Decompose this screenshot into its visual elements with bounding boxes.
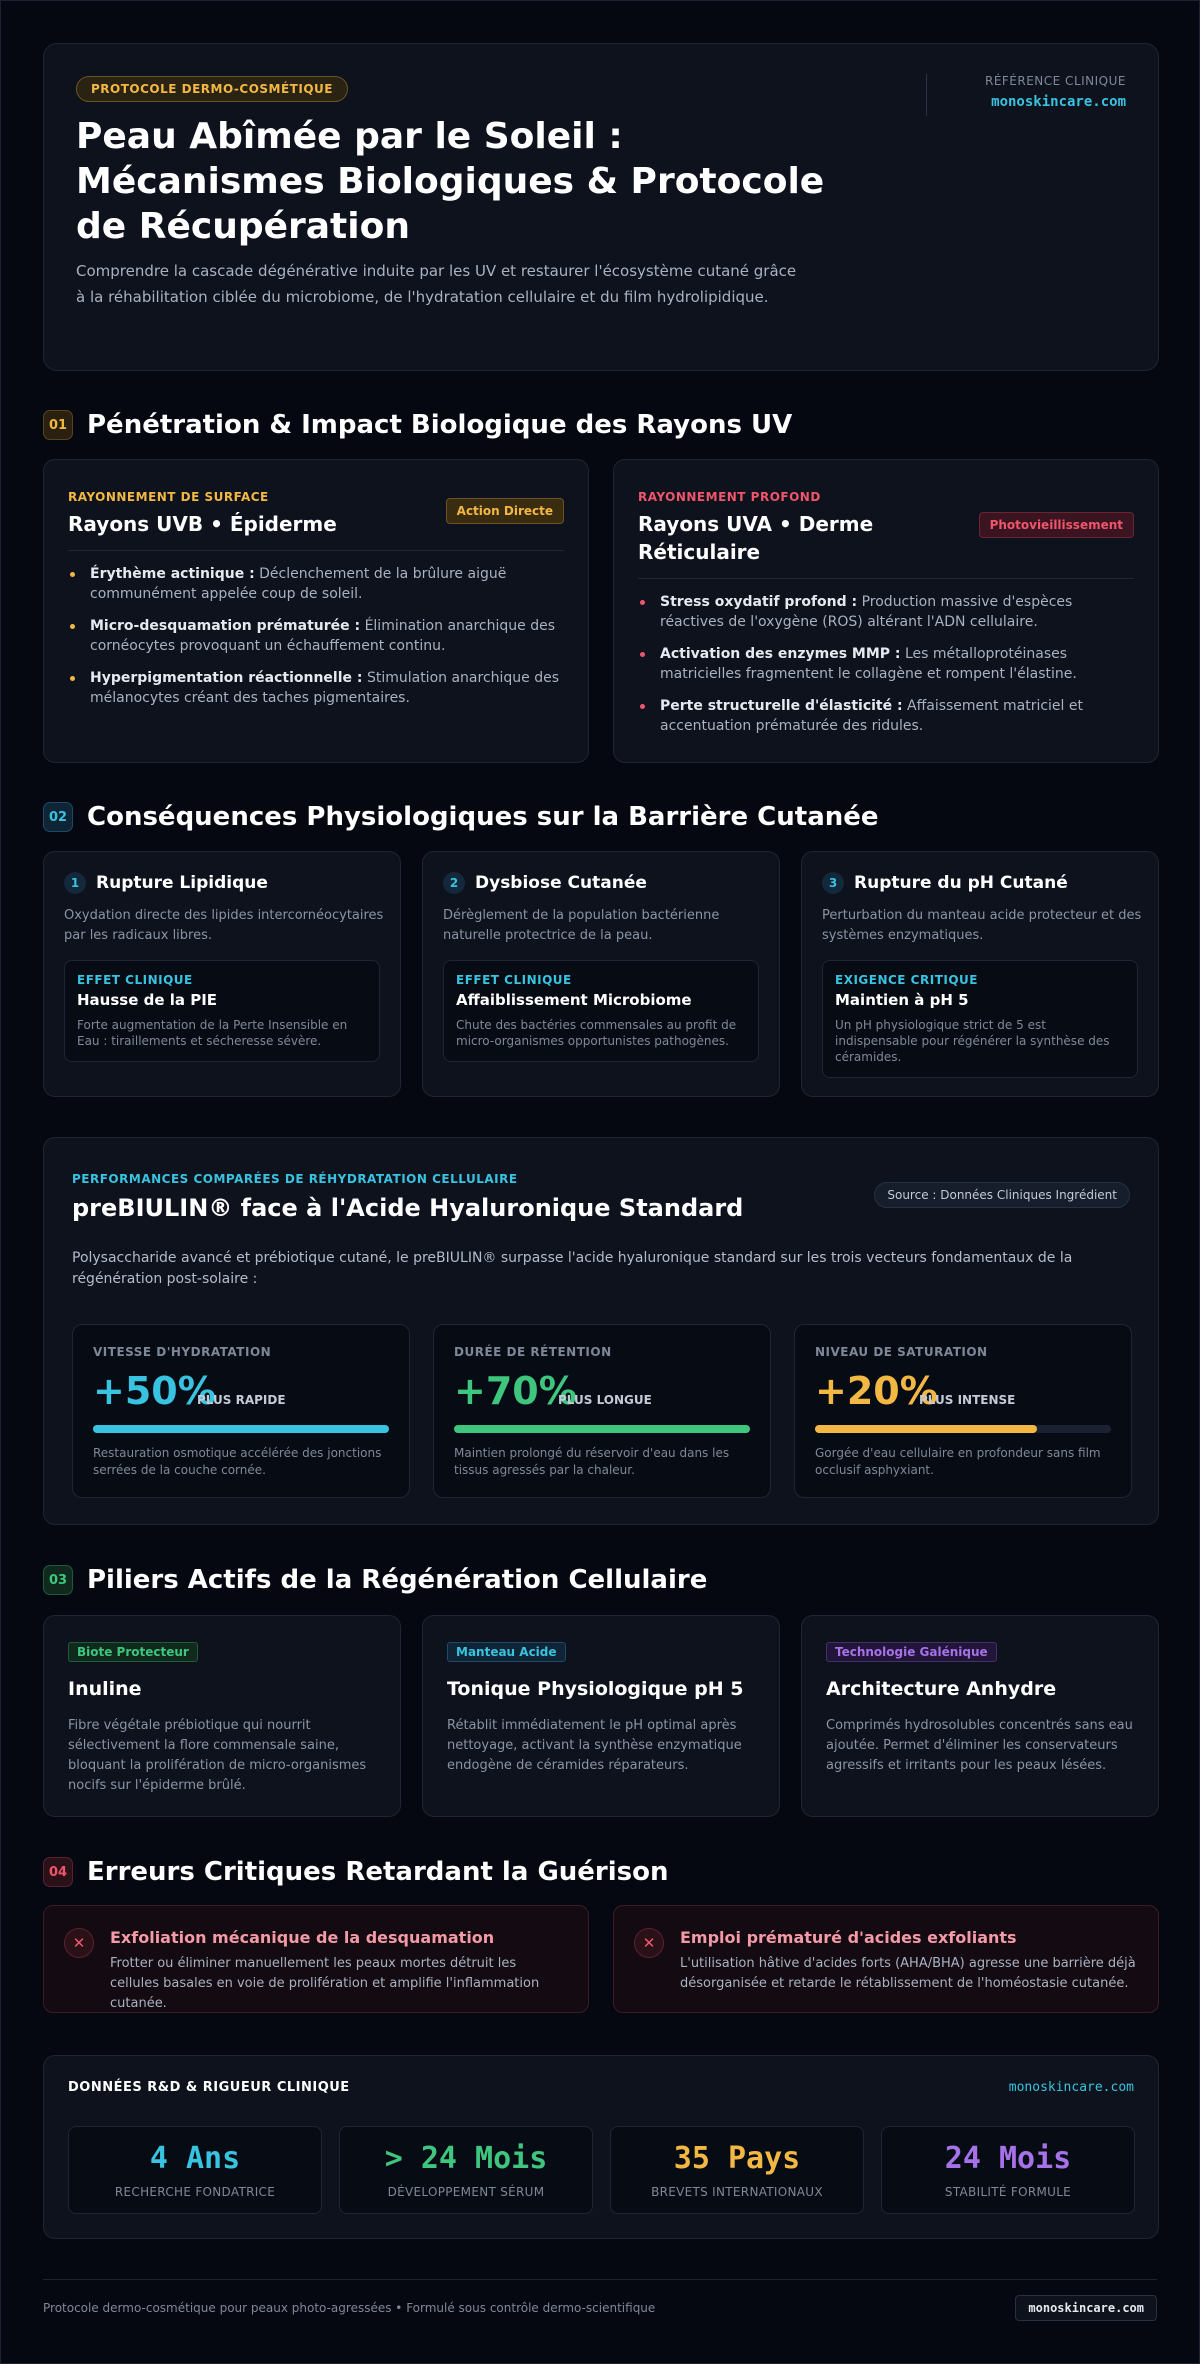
box-description: Forte augmentation de la Perte Insensible en Eau : tiraillements et sécheresse sévère. bbox=[77, 1018, 348, 1048]
metric-description: Maintien prolongé du réservoir d'eau dans les tissus agressés par la chaleur. bbox=[454, 1446, 730, 1477]
metric-saturation-level bbox=[794, 1324, 1132, 1498]
metric-description: Restauration osmotique accélérée des jonctions serrées de la couche cornée. bbox=[93, 1446, 382, 1477]
error-title: Exfoliation mécanique de la desquamation bbox=[110, 1928, 495, 1947]
metric-value: +70% bbox=[454, 1369, 577, 1413]
pillar-tag: Biote Protecteur bbox=[68, 1642, 198, 1662]
footer-site-badge[interactable]: monoskincare.com bbox=[1015, 2295, 1157, 2321]
uvb-card bbox=[43, 459, 589, 763]
stat-label: STABILITÉ FORMULE bbox=[944, 2185, 1072, 2199]
box-kicker: EFFET CLINIQUE bbox=[77, 973, 193, 987]
card-title: Dysbiose Cutanée bbox=[475, 873, 647, 893]
card-description: Oxydation directe des lipides intercornéocytaires par les radicaux libres. bbox=[64, 908, 384, 943]
pillar-title: Architecture Anhydre bbox=[826, 1678, 1057, 1700]
metric-unit: PLUS LONGUE bbox=[558, 1393, 652, 1407]
uvb-badge: Action Directe bbox=[446, 498, 564, 524]
stat-label: RECHERCHE FONDATRICE bbox=[114, 2185, 276, 2199]
critical-requirement-box bbox=[822, 960, 1138, 1078]
uva-title: Rayons UVA • Derme Réticulaire bbox=[638, 512, 874, 564]
uvb-title: Rayons UVB • Épiderme bbox=[68, 512, 337, 536]
stat-research bbox=[68, 2126, 322, 2214]
pillar-tag: Manteau Acide bbox=[447, 1642, 566, 1662]
uvb-effects-list bbox=[68, 564, 564, 720]
list-item: Activation des enzymes MMP : Les métalloprotéinases matricielles fragmentent le collagène et rompent l'élastine. bbox=[638, 644, 1134, 684]
pillar-card-ph-tonic bbox=[422, 1615, 780, 1817]
pillar-description: Rétablit immédiatement le pH optimal après nettoyage, activant la synthèse enzymatique endogène de céramides réparateurs. bbox=[447, 1718, 742, 1773]
stat-development bbox=[339, 2126, 593, 2214]
metric-label: DURÉE DE RÉTENTION bbox=[454, 1345, 612, 1359]
metric-value: +20% bbox=[815, 1369, 938, 1413]
page-title: Peau Abîmée par le Soleil : Mécanismes Biologiques & Protocole de Récupération bbox=[76, 116, 825, 247]
list-item: Stress oxydatif profond : Production massive d'espèces réactives de l'oxygène (ROS) altérant l'ADN cellulaire. bbox=[638, 592, 1134, 632]
section-title: Pénétration & Impact Biologique des Rayons UV bbox=[87, 410, 793, 440]
progress-fill bbox=[815, 1425, 1037, 1433]
metric-unit: PLUS INTENSE bbox=[919, 1393, 1016, 1407]
stat-value: 24 Mois bbox=[944, 2141, 1072, 2176]
box-description: Chute des bactéries commensales au profit de micro-organismes opportunistes pathogènes. bbox=[456, 1018, 737, 1048]
box-description: Un pH physiologique strict de 5 est indispensable pour régénérer la synthèse des céramides. bbox=[835, 1018, 1110, 1064]
progress-fill bbox=[93, 1425, 389, 1433]
close-icon: ✕ bbox=[64, 1928, 94, 1958]
step-number: 1 bbox=[64, 872, 86, 894]
error-title: Emploi prématuré d'acides exfoliants bbox=[680, 1928, 1017, 1947]
pillar-card-anhydrous bbox=[801, 1615, 1159, 1817]
clinical-effect-box bbox=[443, 960, 759, 1062]
stat-value: > 24 Mois bbox=[384, 2141, 548, 2176]
stat-value: 4 Ans bbox=[149, 2141, 241, 2176]
section-title: Conséquences Physiologiques sur la Barrière Cutanée bbox=[87, 802, 879, 832]
card-title: Rupture Lipidique bbox=[96, 873, 268, 893]
prebiulin-comparison-panel bbox=[43, 1137, 1159, 1525]
footer-text: Protocole dermo-cosmétique pour peaux photo-agressées • Formulé sous contrôle dermo-scientifique bbox=[43, 2301, 656, 2315]
section-01-heading bbox=[43, 409, 792, 441]
section-number: 03 bbox=[43, 1565, 73, 1595]
section-02-heading bbox=[43, 801, 879, 833]
section-title: Erreurs Critiques Retardant la Guérison bbox=[87, 1857, 669, 1887]
error-description: L'utilisation hâtive d'acides forts (AHA/BHA) agresse une barrière déjà désorganisée et retarde le rétablissement de l'homéostasie cutanée. bbox=[680, 1956, 1136, 1991]
box-title: Maintien à pH 5 bbox=[835, 991, 969, 1009]
stat-patents bbox=[610, 2126, 864, 2214]
progress-track bbox=[454, 1425, 750, 1433]
step-number: 3 bbox=[822, 872, 844, 894]
uva-effects-list bbox=[638, 592, 1134, 748]
list-item: Micro-desquamation prématurée : Élimination anarchique des cornéocytes provoquant un échauffement continu. bbox=[68, 616, 564, 656]
page-subtitle: Comprendre la cascade dégénérative induite par les UV et restaurer l'écosystème cutané grâce à la réhabilitation ciblée du microbiome, de l'hydratation cellulaire et du film hydrolipidique. bbox=[76, 262, 797, 306]
card-description: Dérèglement de la population bactérienne naturelle protectrice de la peau. bbox=[443, 908, 720, 943]
clinical-reference bbox=[926, 74, 1126, 116]
box-kicker: EFFET CLINIQUE bbox=[456, 973, 572, 987]
list-item: Hyperpigmentation réactionnelle : Stimulation anarchique des mélanocytes créant des taches pigmentaires. bbox=[68, 668, 564, 708]
list-item: Érythème actinique : Déclenchement de la brûlure aiguë communément appelée coup de soleil. bbox=[68, 564, 564, 604]
metric-value: +50% bbox=[93, 1369, 216, 1413]
close-icon: ✕ bbox=[634, 1928, 664, 1958]
divider bbox=[638, 578, 1134, 579]
footer-divider bbox=[43, 2279, 1157, 2280]
barrier-card-dysbiosis bbox=[422, 851, 780, 1097]
panel-kicker: PERFORMANCES COMPARÉES DE RÉHYDRATATION CELLULAIRE bbox=[72, 1172, 518, 1186]
metric-retention-duration bbox=[433, 1324, 771, 1498]
stat-label: DÉVELOPPEMENT SÉRUM bbox=[387, 2185, 545, 2199]
panel-title: preBIULIN® face à l'Acide Hyaluronique Standard bbox=[72, 1194, 744, 1222]
box-title: Affaiblissement Microbiome bbox=[456, 991, 692, 1009]
pillar-tag: Technologie Galénique bbox=[826, 1642, 997, 1662]
section-03-heading bbox=[43, 1564, 707, 1596]
section-number: 04 bbox=[43, 1857, 73, 1887]
metric-label: NIVEAU DE SATURATION bbox=[815, 1345, 988, 1359]
error-card-mechanical-exfoliation bbox=[43, 1905, 589, 2013]
rd-data-panel bbox=[43, 2055, 1159, 2239]
reference-label: RÉFÉRENCE CLINIQUE bbox=[984, 74, 1126, 88]
section-number: 01 bbox=[43, 410, 73, 440]
box-title: Hausse de la PIE bbox=[77, 991, 218, 1009]
metric-label: VITESSE D'HYDRATATION bbox=[93, 1345, 272, 1359]
progress-fill bbox=[454, 1425, 750, 1433]
section-number: 02 bbox=[43, 802, 73, 832]
source-badge: Source : Données Cliniques Ingrédient bbox=[874, 1182, 1130, 1208]
stat-value: 35 Pays bbox=[673, 2141, 801, 2176]
list-item: Perte structurelle d'élasticité : Affaissement matriciel et accentuation prématurée des ridules. bbox=[638, 696, 1134, 736]
section-04-heading bbox=[43, 1856, 669, 1888]
pillar-title: Tonique Physiologique pH 5 bbox=[447, 1678, 744, 1700]
uva-kicker: RAYONNEMENT PROFOND bbox=[638, 490, 821, 504]
divider bbox=[68, 550, 564, 551]
error-description: Frotter ou éliminer manuellement les peaux mortes détruit les cellules basales en voie de prolifération et amplifie l'inflammation cutanée. bbox=[110, 1956, 540, 2011]
clinical-effect-box bbox=[64, 960, 380, 1062]
reference-link[interactable]: monoskincare.com bbox=[991, 94, 1126, 110]
box-kicker: EXIGENCE CRITIQUE bbox=[835, 973, 978, 987]
pillar-description: Comprimés hydrosolubles concentrés sans eau ajoutée. Permet d'éliminer les conservateurs agressifs et irritants pour les peaux lésées. bbox=[826, 1718, 1133, 1773]
stat-stability bbox=[881, 2126, 1135, 2214]
progress-track bbox=[93, 1425, 389, 1433]
uva-card bbox=[613, 459, 1159, 763]
barrier-card-lipid bbox=[43, 851, 401, 1097]
pillar-title: Inuline bbox=[68, 1678, 142, 1700]
pillar-card-inulin bbox=[43, 1615, 401, 1817]
pillar-description: Fibre végétale prébiotique qui nourrit sélectivement la flore commensale saine, bloquant la prolifération de micro-organismes nocifs sur l'épiderme brûlé. bbox=[68, 1718, 367, 1793]
card-title: Rupture du pH Cutané bbox=[854, 873, 1068, 893]
rd-link[interactable]: monoskincare.com bbox=[1008, 2080, 1134, 2095]
metric-unit: PLUS RAPIDE bbox=[197, 1393, 286, 1407]
metric-hydration-speed bbox=[72, 1324, 410, 1498]
barrier-card-ph bbox=[801, 851, 1159, 1097]
card-description: Perturbation du manteau acide protecteur et des systèmes enzymatiques. bbox=[822, 908, 1142, 943]
error-card-acid-exfoliants bbox=[613, 1905, 1159, 2013]
rd-title: DONNÉES R&D & RIGUEUR CLINIQUE bbox=[68, 2080, 350, 2095]
stat-label: BREVETS INTERNATIONAUX bbox=[651, 2185, 823, 2199]
step-number: 2 bbox=[443, 872, 465, 894]
protocol-tag: PROTOCOLE DERMO-COSMÉTIQUE bbox=[76, 76, 348, 102]
uva-badge: Photovieillissement bbox=[979, 512, 1134, 538]
progress-track bbox=[815, 1425, 1111, 1433]
hero-card bbox=[43, 43, 1159, 371]
uvb-kicker: RAYONNEMENT DE SURFACE bbox=[68, 490, 269, 504]
panel-description: Polysaccharide avancé et prébiotique cutané, le preBIULIN® surpasse l'acide hyaluronique standard sur les trois vecteurs fondamentaux de la régénération post-solaire : bbox=[72, 1250, 1073, 1287]
section-title: Piliers Actifs de la Régénération Cellulaire bbox=[87, 1565, 708, 1595]
metric-description: Gorgée d'eau cellulaire en profondeur sans film occlusif asphyxiant. bbox=[815, 1446, 1101, 1477]
